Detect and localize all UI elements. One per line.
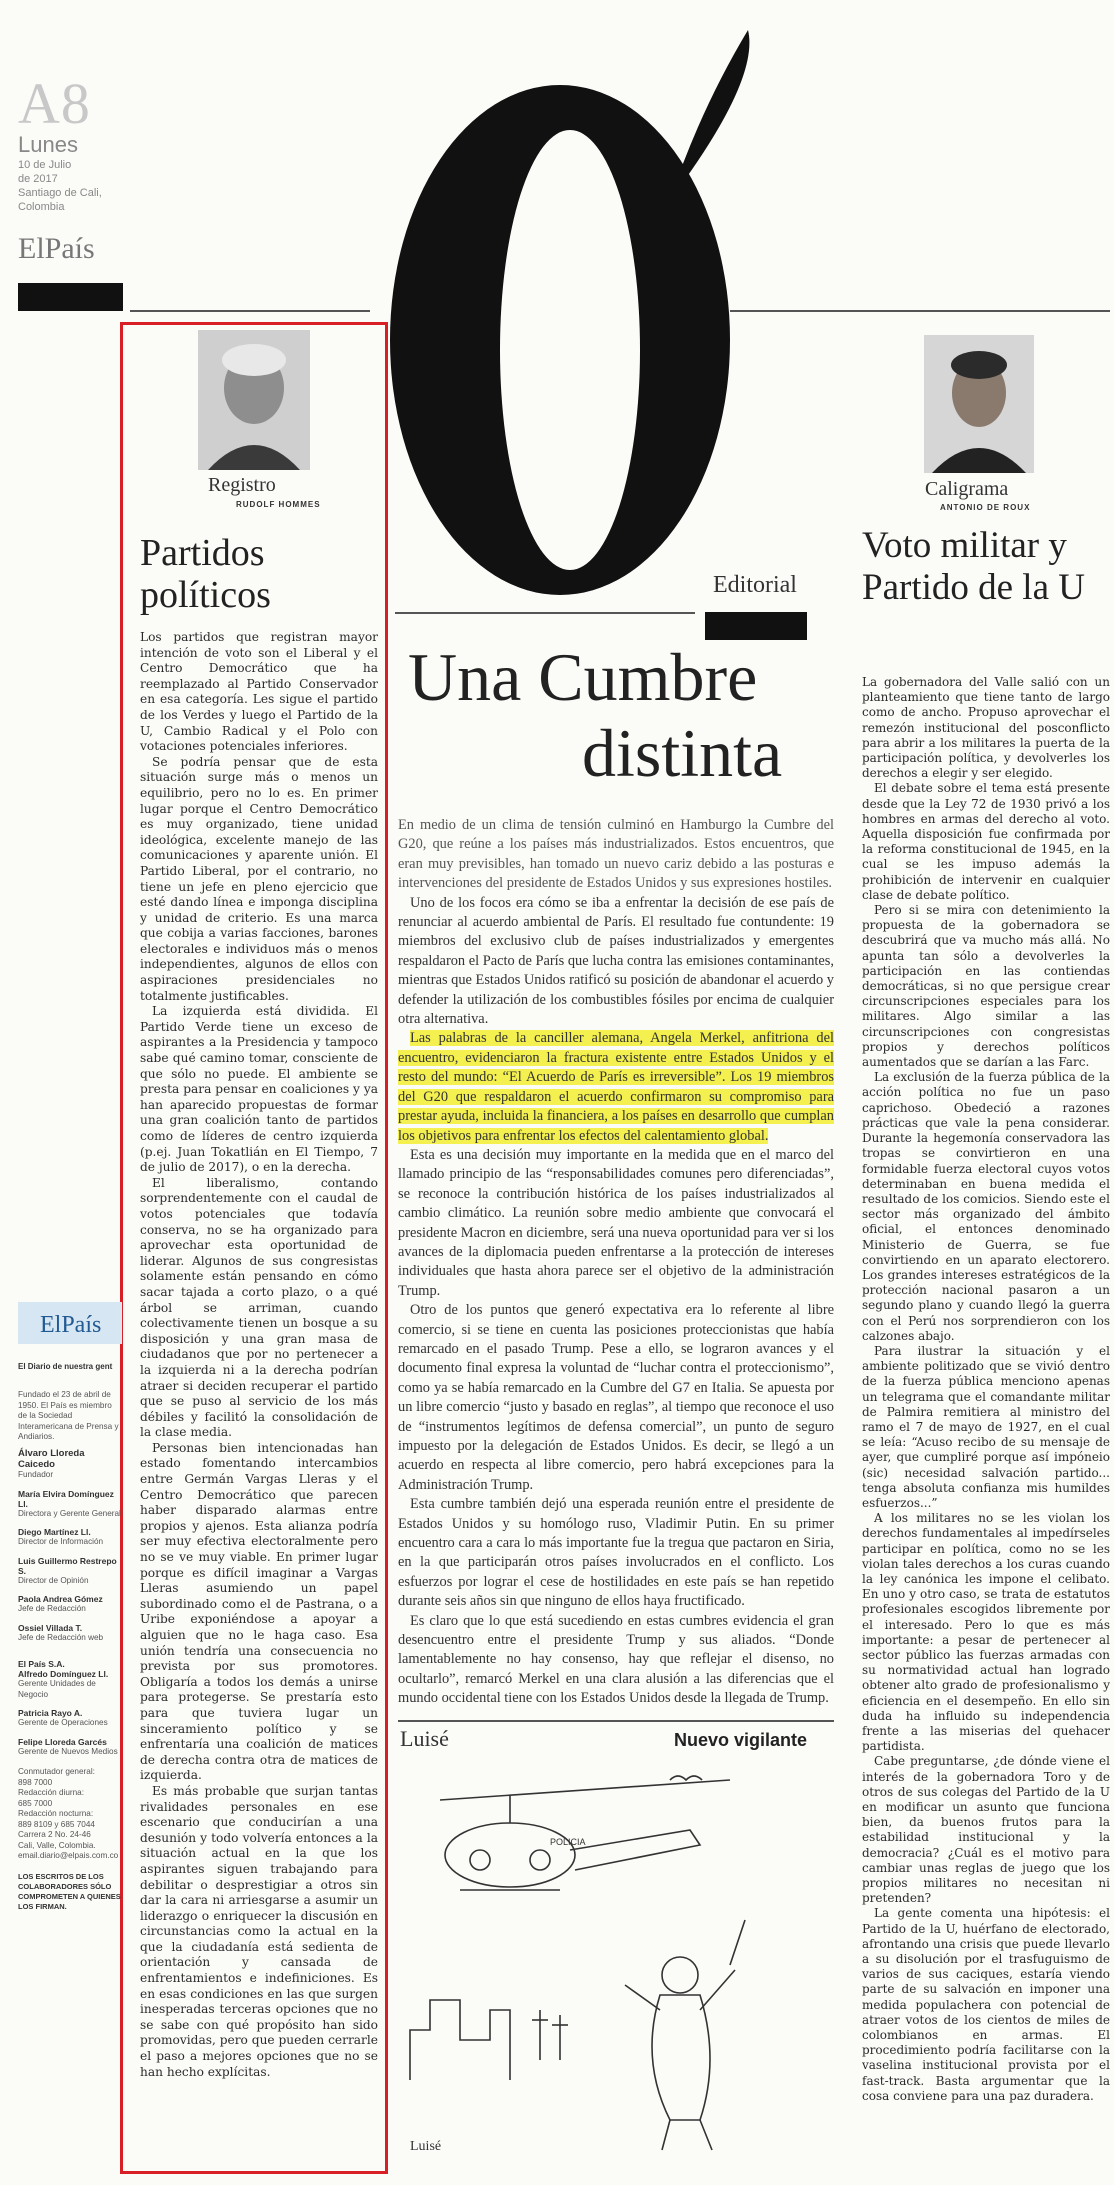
contact-line: Redacción nocturna:	[18, 1809, 94, 1818]
staff-name: Patricia Rayo A.	[18, 1708, 83, 1718]
paragraph: La exclusión de la fuerza pública de la acción política no fue un paso caprichoso. Obedeció a razones prácticas que vale la pena considerar. Durante la hegemonía conservadora las tropas se convirtieron en una formidable fuerza electoral cuyos votos determinaban en buena medida el resultado de los comicios. Siendo este el sector más organizado del ámbito oficial, el entonces denominado Ministerio de Guerra, se fue convirtiendo en un aparato electorero. Los grandes intereses estratégicos de la protección nacional pasaron a un segundo plano y cuando llegó la guerra con el Perú nos sorprendieron con los calzones abajo.	[862, 1070, 1110, 1343]
paragraph: Es claro que lo que está sucediendo en estas cumbres evidencia el gran desencuentro entre el presidente Trump y sus aliados. “Donde lamentablemente no hay consenso, hay que reflejar el disenso, no ocultarlo”, remarcó Merkel en una clara alusión a las diferencias que el mundo occidental tiene con los Estados Unidos desde la llegada de Trump.	[398, 1612, 834, 1707]
columnist-photo	[198, 330, 310, 470]
contact-info	[18, 1767, 122, 1862]
paragraph: Personas bien intencionadas han estado fomentando intercambios entre Germán Vargas Lleras y el Centro Democrático que parecen haber disparado alarmas entre propios y ajenos. Esta alianza podría ser muy efectiva electoralmente pero no se ve muy viable. En primer lugar porque es difícil imaginar a Vargas Lleras asumiendo un papel subordinado como el de Pastrana, o a Uribe exponiéndose a apoyar a alguien que no le haga caso. Esa unión tendría una consecuencia no prevista por sus promotores. Obligaría a todos los demás a unirse para protegerse. Se prestaría esto para que tuviera lugar un sinceramiento político y se enfrentaría una coalición de matices de derecha contra otra de matices de izquierda.	[140, 1440, 378, 1783]
newspaper-logo: ElPaís	[18, 232, 95, 265]
staff-entry	[18, 1737, 122, 1758]
editorial-title-line2: distinta	[582, 715, 783, 791]
contact-line: 685 7000	[18, 1798, 53, 1808]
avatar	[924, 335, 1034, 473]
column-headline: Partidos políticos	[140, 532, 271, 616]
paragraph: La izquierda está dividida. El Partido Verde tiene un exceso de aspirantes a la Presidencia y tampoco sabe qué camino tomar, consciente de que sólo no puede. El ambiente se presta para pensar en coaliciones y ya han aparecido propuestas de formar una gran coalición tanto de partidos como de líderes de centro izquierda (p.ej. Juan Tokatlián en El Tiempo, 7 de julio de 2017), o en la derecha.	[140, 1004, 378, 1175]
column-headline: Voto militar y Partido de la U	[862, 525, 1085, 608]
paragraph: Cabe preguntarse, ¿de dónde viene el interés de la gobernadora Toro y de otros de sus colegas del Partido de la U en modificar un asunto que funciona bien, da buenos frutos para la estabilidad institucional y la democracia? ¿Cuál es el motivo para cambiar unas reglas de juego que los propios militares no necesitan ni pretenden?	[862, 1754, 1110, 1906]
staff-role: Jefe de Redacción	[18, 1604, 86, 1613]
column-body	[140, 630, 378, 2080]
date-line: 10 de Julio	[18, 159, 72, 171]
sidebar-logo: ElPaís	[18, 1302, 122, 1344]
staff-name: Alfredo Domínguez Ll.	[18, 1669, 109, 1679]
opinion-o-graphic	[370, 20, 770, 610]
editorial-title: Una Cumbre	[408, 639, 758, 715]
staff-entry	[18, 1708, 122, 1729]
columnist-photo	[924, 335, 1034, 473]
date-line: de 2017	[18, 173, 58, 185]
page-day: Lunes	[18, 132, 78, 157]
cartoon-title: Nuevo vigilante	[674, 1730, 808, 1750]
staff-name: Felipe Lloreda Garcés	[18, 1736, 107, 1747]
staff-list	[18, 1448, 122, 1912]
editorial-body	[398, 816, 834, 1709]
paragraph: La gente comenta una hipótesis: el Partido de la U, huérfano de electorado, afrontando una crisis que puede llevarlo a su disolución por el trasfuguismo de varios de sus caciques, estaría viendo parte de su salvación en imponer una medida populachera con potencial de atraer votos de los cientos de miles de colombianos en armas. El procedimiento podría facilitarse con la vaselina institucional provista por el fast-track. Basta argumentar que la cosa conviene para una paz duradera.	[862, 1906, 1110, 2103]
paragraph: A los militares no se les violan los derechos fundamentales al impedírseles participar en política, como no se les violan tales derechos a los curas cuando la ley canónica les impone el celibato. En uno y otro caso, se trata de estatutos profesionales escogidos libremente por el interesado. Pero lo que es más importante: a pesar de pertenecer al sector público las fuerzas armadas con su normatividad actual han logrado obtener alto grado de profesionalismo y eficiencia en el desempeño. En ello sin duda ha influido su independencia frente a las miserias del quehacer partidista.	[862, 1511, 1110, 1754]
staff-name: Álvaro Lloreda Caicedo	[18, 1448, 85, 1470]
paragraph: En medio de un clima de tensión culminó en Hamburgo la Cumbre del G20, que reúne a los países más industrializados. Estos encuentros, que eran muy previsibles, han tomado un nuevo cariz debido a las posturas e intervenciones del presidente de Estados Unidos y sus expresiones hostiles.	[398, 817, 834, 892]
paragraph: Es más probable que surjan tantas rivalidades personales en ese escenario que conducirían a una desunión y todo volvería entonces a la situación actual en la que los aspirantes siguen trabajando para debilitar o desprestigiar a otros sin dar la cara ni arriesgarse a asumir un liderazgo o enriquecer la discusión en circunstancias como la actual en la que la ciudadanía está sedienta de orientación y cansada de enfrentamientos e indefiniciones. Es en esas condiciones en las que surgen inesperadas terceras opciones que no se sabe con qué propósito han sido promovidas, pero que pueden cerrarle el paso a mejores opciones que no se han hecho explícitas.	[140, 1783, 378, 2079]
staff-name: Luis Guillermo Restrepo S.	[18, 1555, 117, 1576]
paragraph: Para ilustrar la situación y el ambiente politizado que se vivió dentro de la fuerza pública menciono apenas un telegrama que el comandante militar de Palmira remitiera al ministro del ramo el 7 de mayo de 1927, en el cual se leía: “Acuso recibo de su mensaje de ayer, que cumpliré porque así impóneio (sic) necesidad salvación partido... tenga absoluta confianza mis humildes esfuerzos...”	[862, 1343, 1110, 1510]
staff-name: María Elvira Domínguez Ll.	[18, 1488, 114, 1509]
cartoon-artist: Luisé	[400, 1726, 449, 1751]
column-author: ANTONIO DE ROUX	[940, 503, 1031, 512]
contact-line: email.diario@elpais.com.co	[18, 1851, 119, 1860]
accent-mark-icon	[670, 30, 749, 200]
paragraph: Otro de los puntos que generó expectativa era lo referente al libre comercio, si se tiene en cuenta las posiciones proteccionistas que había remarcado en el pasado Trump. Pese a ello, se lograron avances y el documento final expresa la voluntad de “luchar contra el proteccionismo”, como ya se había remarcado en la Cumbre del G7 en Italia. Se apuesta por un libre comercio “justo y basado en reglas”, al tiempo que reconoce el uso de “instrumentos legítimos de defensa comercial”, un punto de seguro impuesto por la delegación de Estados Unidos. Es decir, se llegó a un acuerdo en respecta al libre comercio, pero habrá excepciones para la Administración Trump.	[398, 1302, 834, 1493]
contact-line: Redacción diurna:	[18, 1788, 84, 1797]
staff-name: Paola Andrea Gómez	[18, 1594, 103, 1604]
staff-entry	[18, 1556, 122, 1587]
paragraph: Los partidos que registran mayor intención de voto son el Liberal y el Centro Democrático que ha reemplazado al Partido Conservador en esa categoría. Les sigue el partido de los Verdes y luego el Partido de la U, Cambio Radical y el Polo con votaciones potenciales inferiores.	[140, 630, 378, 754]
date-line: Colombia	[18, 201, 65, 213]
column-section: Caligrama	[925, 478, 1009, 500]
staff-name: Ossiel Villada T.	[18, 1622, 83, 1633]
paragraph: Esta cumbre también dejó una esperada reunión entre el presidente de Estados Unidos y su homólogo ruso, Vladimir Putin. En su primer encuentro cara a cara lo más importante fue la tregua que pactaron en Siria, en la que participarán otros países involucrados en el conflicto. Los esfuerzos por lograr el cese de hostilidades en este país se han repetido durante seis años sin que ninguno de ellos haya fructificado.	[398, 1496, 834, 1610]
editorial-bar	[705, 612, 807, 640]
divider	[398, 1720, 834, 1722]
staff-entry	[18, 1489, 122, 1520]
contact-line: 889 8109 y 685 7044	[18, 1819, 95, 1829]
staff-role: Director de Opinión	[18, 1575, 89, 1585]
column-section: Registro	[208, 474, 276, 496]
divider	[395, 612, 695, 614]
staff-role: Gerente de Operaciones	[18, 1718, 108, 1727]
divider	[730, 310, 1110, 312]
cartoon-signature: Luisé	[410, 2139, 442, 2154]
paragraph: El debate sobre el tema está presente desde que la Ley 72 de 1930 privó a los hombres en armas del derecho al voto. Aquella disposición fue confirmada por la reforma constitucional de 1945, en la cual se les impuso además la prohibición de intervenir en cualquier clase de debate político.	[862, 781, 1110, 902]
page-number: A8	[18, 71, 91, 136]
sidebar-tagline: El Diario de nuestra gent	[18, 1362, 113, 1371]
paragraph: Esta es una decisión muy importante en la medida que en el marco del llamado principio de las “responsabilidades comunes pero diferenciadas”, se reconoce la contribución histórica de los países industrializados al cambio climático. La reunión sobre medio ambiente que convocará el presidente Macron en diciembre, será una nueva oportunidad para ver si los avances de la diplomacia pueden enfrentarse a la protección de intereses individuales que hasta ahora parece ser el objetivo de la administración Trump.	[398, 1146, 834, 1299]
contact-line: Cali, Valle, Colombia.	[18, 1840, 96, 1850]
contact-line: Carrera 2 No. 24-46	[18, 1830, 91, 1839]
paragraph: La gobernadora del Valle salió con un planteamiento que tiene tanto de largo como de ancho. Propuso aprovechar el remezón institucional del posconflicto para abrir a los militares la puerta de la participación política, y devolverles los derechos a elegir y ser elegido.	[862, 675, 1110, 781]
column-author: RUDOLF HOMMES	[236, 500, 321, 509]
staff-role: Director de Información	[18, 1537, 104, 1546]
helicopter-label: POLICIA	[550, 1837, 586, 1847]
disclaimer: LOS ESCRITOS DE LOS COLABORADORES SÓLO COMPROMETEN A QUIENES LOS FIRMAN.	[18, 1871, 121, 1911]
highlight: Las palabras de la canciller alemana, Angela Merkel, anfitriona del encuentro, evidenciaron la fractura existente entre Estados Unidos y el resto del mundo: “El Acuerdo de París es irreversible”. Los 19 miembros del G20 que respaldaron el acuerdo confirmaron su compromiso para prestar ayuda, incluida la financiera, a los países en desarrollo que cumplan los objetivos para enfrentar los efectos del calentamiento global.	[398, 1030, 834, 1144]
staff-entry	[18, 1527, 122, 1548]
staff-entry	[18, 1448, 122, 1481]
paragraph: Uno de los focos era cómo se iba a enfrentar la decisión de ese país de renunciar al acuerdo ambiental de París. El resultado fue contundente: 19 miembros del exclusivo club de países industrializados y emergentes respaldaron el Pacto de París que lucha contra las emisiones contaminantes, mientras que Estados Unidos ratificó su posición de abandonar el acuerdo y defender la utilización de los combustibles fósiles por encima de cualquier otra alternativa.	[398, 894, 834, 1028]
column-body	[862, 675, 1110, 2104]
company-name: El País S.A.	[18, 1659, 65, 1669]
staff-role: Gerente de Nuevos Medios	[18, 1746, 118, 1756]
paragraph: El liberalismo, contando sorprendentemente con el caudal de votos potenciales que todavía conserva, no se ha organizado para aprovechar esta oportunidad de liderar. Algunos de sus congresistas solamente están pensando en cómo sacar tajada a corto plazo, o a qué árbol se arriman, cuando colectivamente tienen un bosque a su disposición y una gran masa de ciudadanos que por no pertenecer a la izquierda ni a la derecha podrían atraer si deciden recuperar el partido que se puso al servicio de los más débiles y facilitó la consolidación de la clase media.	[140, 1175, 378, 1440]
staff-name: Diego Martínez Ll.	[18, 1527, 91, 1537]
founded-note: Fundado el 23 de abril de 1950. El País es miembro de la Sociedad Interamericana de Prensa y Andiarios.	[18, 1390, 119, 1441]
staff-entry	[18, 1594, 122, 1615]
paragraph: Pero si se mira con detenimiento la propuesta de la gobernadora se descubrirá que va mucho más allá. No apunta tan sólo a devolverles la participación en las contiendas democráticas, si no que persigue crear circunscripciones especiales para los militares. Algo similar a las circunscripciones con congresistas propios y derechos políticos aumentados que se darían a las Farc.	[862, 903, 1110, 1070]
contact-line: Conmutador general:	[18, 1767, 95, 1776]
page-date	[18, 158, 138, 214]
staff-role: Directora y Gerente General	[18, 1508, 121, 1518]
date-line: Santiago de Cali,	[18, 187, 102, 199]
staff-role: Gerente Unidades de Negocio	[18, 1679, 96, 1699]
paragraph: Se podría pensar que de esta situación surge más o menos un equilibrio, pero no lo es. En primer lugar porque el Centro Democrático es muy organizado, tiene unidad ideológica, excelente manejo de las comunicaciones y aparente unión. El Partido Liberal, por el contrario, no tiene un jefe en pleno ejercicio que esté dando línea e imponga disciplina y unidad de criterio. Es una marca que cobija a varias facciones, barones electorales e individuos más o menos independientes, algunos de ellos con aspiraciones presidenciales no totalmente justificables.	[140, 754, 378, 1003]
cartoon-drawing	[400, 1760, 834, 2160]
staff-entry	[18, 1669, 122, 1700]
avatar	[198, 330, 310, 470]
editorial-label: Editorial	[713, 572, 797, 598]
divider	[130, 310, 370, 312]
staff-entry	[18, 1623, 122, 1644]
staff-role: Fundador	[18, 1470, 54, 1479]
contact-line: 898 7000	[18, 1777, 53, 1787]
highlighted-paragraph	[398, 1029, 834, 1145]
staff-role: Jefe de Redacción web	[18, 1632, 104, 1642]
masthead-bar	[18, 283, 123, 311]
